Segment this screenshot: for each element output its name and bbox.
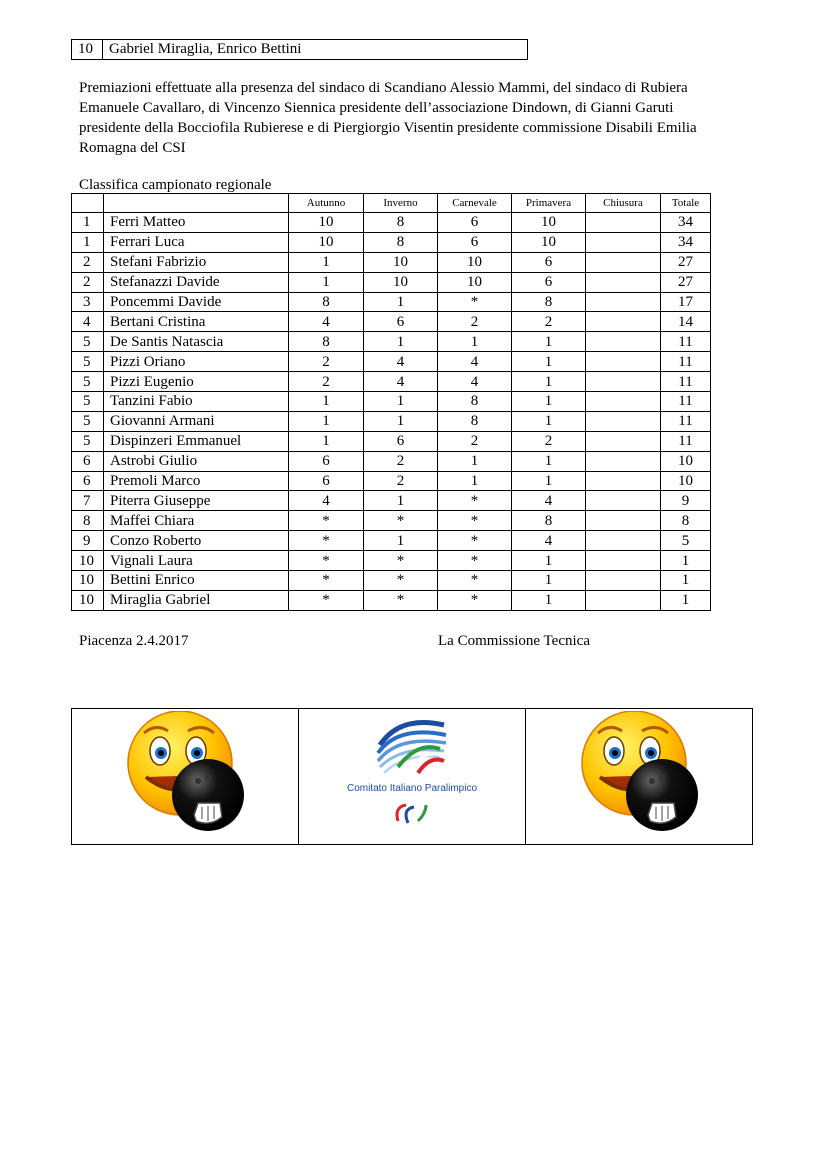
athlete-name: De Santis Natascia [104,332,289,352]
score-inverno: 8 [364,213,438,233]
rank-pos: 5 [72,372,104,392]
score-totale: 9 [661,491,711,511]
score-chiusura [586,411,661,431]
athlete-name: Conzo Roberto [104,531,289,551]
header-inverno: Inverno [364,194,438,213]
header-empty-name [104,194,289,213]
score-inverno: * [364,571,438,591]
score-autunno: 8 [289,332,364,352]
logo-table [71,708,753,845]
athlete-name: Pizzi Eugenio [104,372,289,392]
left-logo-cell [72,709,299,845]
athlete-name: Astrobi Giulio [104,451,289,471]
score-inverno: 8 [364,232,438,252]
score-primavera: 8 [512,292,586,312]
athlete-name: Piterra Giuseppe [104,491,289,511]
score-autunno: * [289,590,364,610]
top-result-table [71,39,528,60]
table-row [72,213,711,233]
score-inverno: 1 [364,411,438,431]
score-totale: 27 [661,272,711,292]
rank-pos: 10 [72,551,104,571]
table-row [72,471,711,491]
score-primavera: 1 [512,451,586,471]
score-totale: 10 [661,451,711,471]
rank-pos: 2 [72,272,104,292]
top-result-pos: 10 [72,40,103,60]
rank-pos: 1 [72,232,104,252]
rank-pos: 5 [72,431,104,451]
score-carnevale: * [438,551,512,571]
score-totale: 11 [661,352,711,372]
score-primavera: 1 [512,590,586,610]
score-primavera: 2 [512,312,586,332]
score-primavera: 8 [512,511,586,531]
score-carnevale: * [438,531,512,551]
score-totale: 1 [661,590,711,610]
rank-pos: 5 [72,332,104,352]
score-autunno: 1 [289,392,364,412]
table-row [72,372,711,392]
score-inverno: 10 [364,272,438,292]
score-carnevale: 1 [438,332,512,352]
athlete-name: Bertani Cristina [104,312,289,332]
score-chiusura [586,571,661,591]
score-totale: 10 [661,471,711,491]
score-carnevale: 6 [438,213,512,233]
header-empty-pos [72,194,104,213]
score-inverno: 4 [364,352,438,372]
athlete-name: Bettini Enrico [104,571,289,591]
score-carnevale: 10 [438,252,512,272]
score-primavera: 1 [512,551,586,571]
table-row [72,491,711,511]
score-chiusura [586,590,661,610]
table-row [72,232,711,252]
score-chiusura [586,332,661,352]
score-chiusura [586,471,661,491]
score-primavera: 1 [512,571,586,591]
smiley-bowling-icon [576,711,702,837]
athlete-name: Vignali Laura [104,551,289,571]
score-carnevale: 8 [438,392,512,412]
score-inverno: 2 [364,471,438,491]
score-totale: 1 [661,571,711,591]
score-autunno: 2 [289,372,364,392]
table-row [72,431,711,451]
header-chiusura: Chiusura [586,194,661,213]
rank-pos: 5 [72,411,104,431]
table-row [72,531,711,551]
score-chiusura [586,252,661,272]
score-carnevale: 8 [438,411,512,431]
score-totale: 14 [661,312,711,332]
score-inverno: 10 [364,252,438,272]
score-totale: 11 [661,392,711,412]
header-autunno: Autunno [289,194,364,213]
score-carnevale: * [438,571,512,591]
score-carnevale: 2 [438,431,512,451]
rank-pos: 3 [72,292,104,312]
score-chiusura [586,312,661,332]
score-inverno: 4 [364,372,438,392]
score-autunno: 10 [289,232,364,252]
table-row [72,252,711,272]
score-chiusura [586,232,661,252]
score-primavera: 4 [512,531,586,551]
score-carnevale: 4 [438,352,512,372]
table-row [72,411,711,431]
athlete-name: Ferri Matteo [104,213,289,233]
score-primavera: 1 [512,411,586,431]
score-autunno: 2 [289,352,364,372]
score-autunno: 4 [289,491,364,511]
smiley-bowling-icon [122,711,248,837]
score-inverno: * [364,511,438,531]
score-autunno: 1 [289,411,364,431]
score-totale: 34 [661,213,711,233]
table-row [72,352,711,372]
score-chiusura [586,491,661,511]
athlete-name: Stefanazzi Davide [104,272,289,292]
table-row [72,332,711,352]
athlete-name: Giovanni Armani [104,411,289,431]
score-totale: 5 [661,531,711,551]
rank-pos: 9 [72,531,104,551]
athlete-name: Pizzi Oriano [104,352,289,372]
rank-pos: 5 [72,352,104,372]
score-totale: 8 [661,511,711,531]
table-row [72,571,711,591]
score-chiusura [586,352,661,372]
score-chiusura [586,531,661,551]
score-inverno: 1 [364,292,438,312]
center-logo-cell [299,709,526,845]
score-carnevale: 4 [438,372,512,392]
cip-logo-text: Comitato Italiano Paralimpico [346,783,478,794]
score-totale: 27 [661,252,711,272]
table-row [72,272,711,292]
score-primavera: 10 [512,213,586,233]
score-carnevale: * [438,511,512,531]
header-totale: Totale [661,194,711,213]
header-primavera: Primavera [512,194,586,213]
athlete-name: Maffei Chiara [104,511,289,531]
score-inverno: 1 [364,332,438,352]
score-carnevale: * [438,590,512,610]
score-primavera: 4 [512,491,586,511]
score-autunno: 8 [289,292,364,312]
score-primavera: 6 [512,272,586,292]
table-row [72,312,711,332]
logo-row [72,709,753,845]
table-row [72,451,711,471]
score-chiusura [586,511,661,531]
table-row [72,292,711,312]
top-result-names: Gabriel Miraglia, Enrico Bettini [103,40,528,60]
awards-paragraph: Premiazioni effettuate alla presenza del sindaco di Scandiano Alessio Mammi, del sindaco di Rubiera Emanuele Cavallaro, di Vincenzo Siennica presidente dell’associazione Dindown, di Gianni Garuti presidente della Bocciofila Rubierese e di Piergiorgio Visentin presidente commissione Disabili Emilia Romagna del CSI [79,80,697,156]
score-primavera: 1 [512,471,586,491]
athlete-name: Ferrari Luca [104,232,289,252]
rank-pos: 2 [72,252,104,272]
rank-pos: 10 [72,571,104,591]
table-row [72,590,711,610]
score-carnevale: * [438,491,512,511]
score-primavera: 6 [512,252,586,272]
rank-pos: 8 [72,511,104,531]
cip-logo-icon [342,709,482,839]
score-autunno: * [289,571,364,591]
score-inverno: 6 [364,431,438,451]
score-chiusura [586,292,661,312]
header-carnevale: Carnevale [438,194,512,213]
athlete-name: Tanzini Fabio [104,392,289,412]
score-inverno: 1 [364,491,438,511]
score-autunno: 1 [289,431,364,451]
score-chiusura [586,372,661,392]
rank-pos: 4 [72,312,104,332]
score-totale: 11 [661,372,711,392]
rank-pos: 1 [72,213,104,233]
score-chiusura [586,431,661,451]
athlete-name: Premoli Marco [104,471,289,491]
score-inverno: 6 [364,312,438,332]
rank-pos: 10 [72,590,104,610]
score-primavera: 2 [512,431,586,451]
classifica-header-row [72,194,711,213]
rank-pos: 6 [72,471,104,491]
score-autunno: 6 [289,471,364,491]
score-inverno: 2 [364,451,438,471]
score-autunno: 1 [289,252,364,272]
athlete-name: Miraglia Gabriel [104,590,289,610]
score-primavera: 1 [512,352,586,372]
score-autunno: 4 [289,312,364,332]
score-carnevale: 1 [438,471,512,491]
score-autunno: 1 [289,272,364,292]
score-totale: 11 [661,332,711,352]
score-carnevale: 10 [438,272,512,292]
score-autunno: 6 [289,451,364,471]
score-autunno: * [289,511,364,531]
score-carnevale: 1 [438,451,512,471]
score-chiusura [586,272,661,292]
score-primavera: 10 [512,232,586,252]
table-row [72,551,711,571]
score-chiusura [586,392,661,412]
score-inverno: * [364,590,438,610]
score-chiusura [586,551,661,571]
score-inverno: * [364,551,438,571]
place-date: Piacenza 2.4.2017 [79,633,189,649]
score-autunno: * [289,531,364,551]
score-inverno: 1 [364,392,438,412]
score-totale: 34 [661,232,711,252]
top-result-row [72,40,528,60]
score-totale: 11 [661,431,711,451]
score-carnevale: * [438,292,512,312]
score-primavera: 1 [512,332,586,352]
signature: La Commissione Tecnica [438,633,590,649]
score-autunno: 10 [289,213,364,233]
score-chiusura [586,213,661,233]
score-carnevale: 2 [438,312,512,332]
athlete-name: Stefani Fabrizio [104,252,289,272]
score-primavera: 1 [512,392,586,412]
score-carnevale: 6 [438,232,512,252]
athlete-name: Poncemmi Davide [104,292,289,312]
rank-pos: 6 [72,451,104,471]
table-row [72,392,711,412]
right-logo-cell [526,709,753,845]
score-totale: 17 [661,292,711,312]
score-chiusura [586,451,661,471]
classifica-table [71,193,711,611]
score-inverno: 1 [364,531,438,551]
score-autunno: * [289,551,364,571]
rank-pos: 5 [72,392,104,412]
athlete-name: Dispinzeri Emmanuel [104,431,289,451]
rank-pos: 7 [72,491,104,511]
score-primavera: 1 [512,372,586,392]
score-totale: 11 [661,411,711,431]
table-row [72,511,711,531]
classifica-title: Classifica campionato regionale [79,177,272,193]
score-totale: 1 [661,551,711,571]
